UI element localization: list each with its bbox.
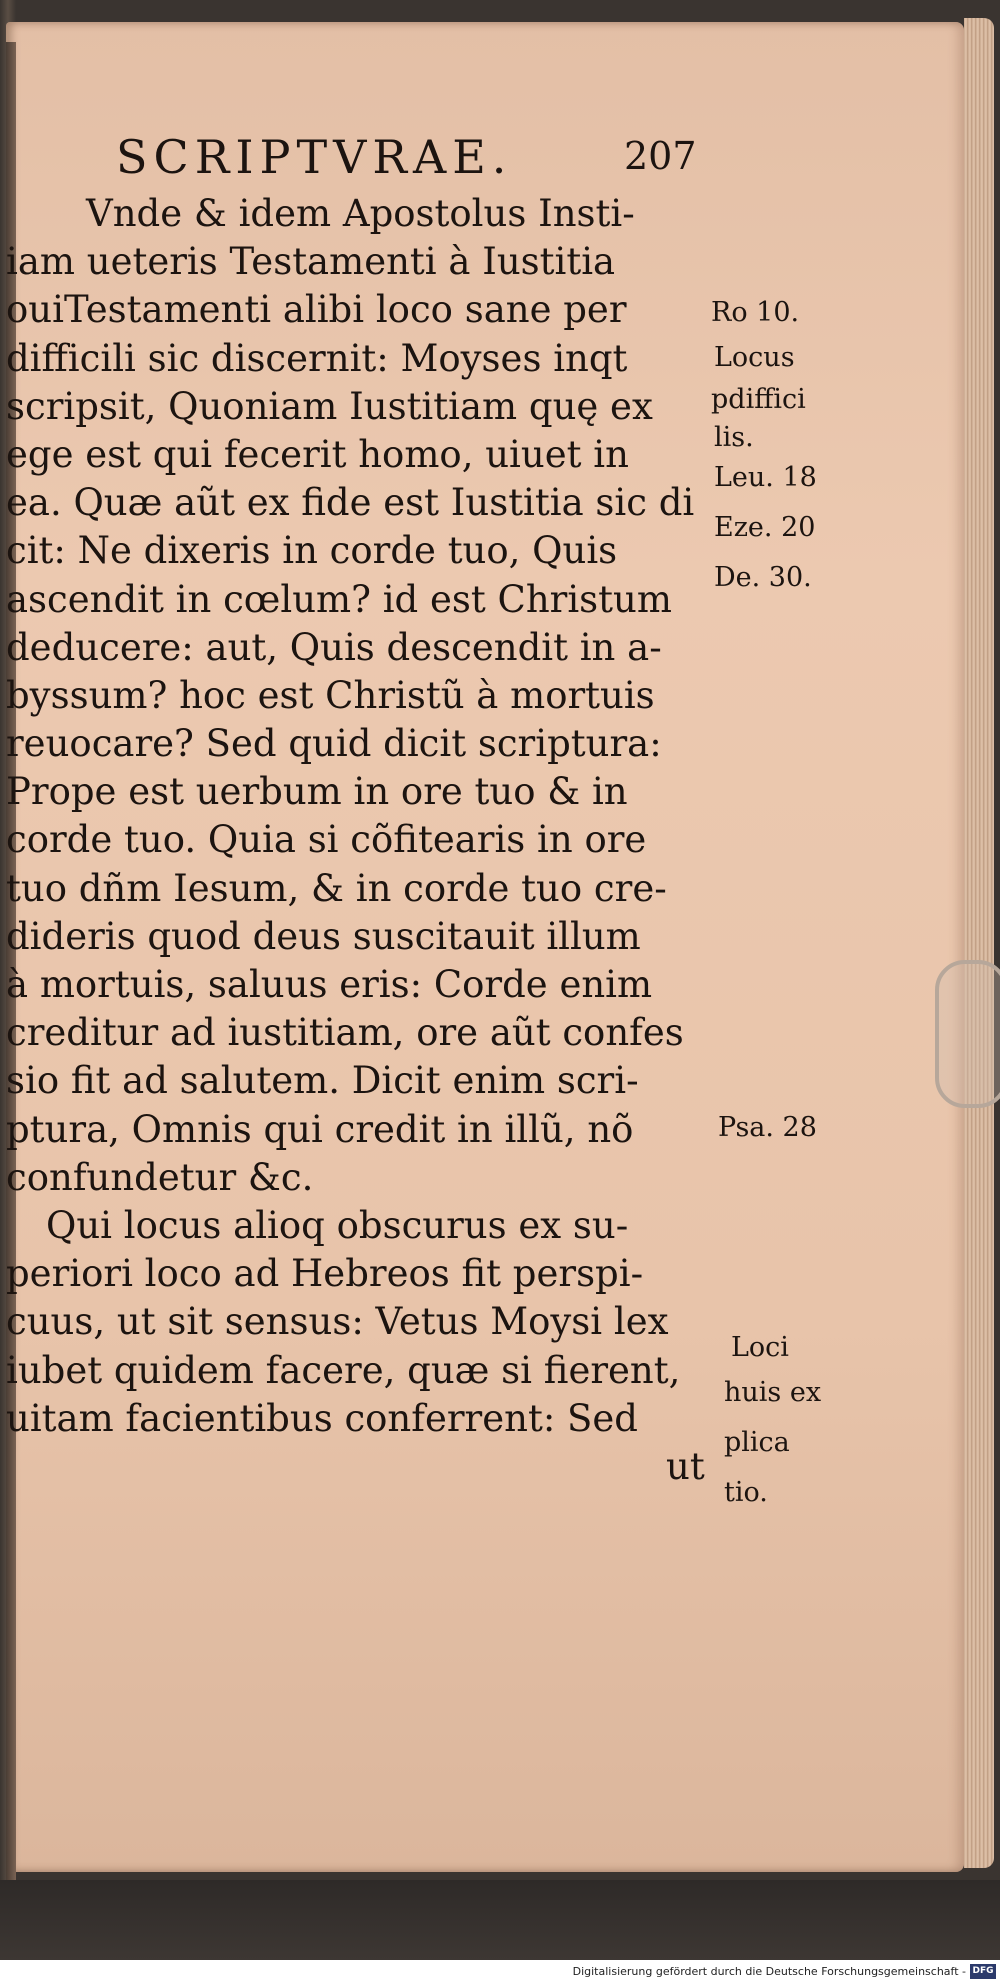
text-line: dideris quod deus suscitauit illum xyxy=(6,914,641,958)
text-line: Vnde & idem Apostolus Insti- xyxy=(86,192,635,235)
margin-note-plica: plica xyxy=(724,1427,790,1458)
text-line: sio fit ad salutem. Dicit enim scri- xyxy=(6,1059,639,1103)
catchword: ut xyxy=(666,1444,705,1488)
scan-bottom-border xyxy=(0,1880,1000,1960)
digitization-footer xyxy=(0,1960,1000,1985)
dfg-logo-icon: DFG xyxy=(970,1964,996,1979)
margin-note-de: De. 30. xyxy=(714,562,812,593)
text-line: ptura, Omnis qui credit in illũ, nõ xyxy=(6,1107,634,1151)
text-line: uitam facientibus conferrent: Sed xyxy=(6,1396,638,1440)
text-line: à mortuis, saluus eris: Corde enim xyxy=(6,963,653,1006)
text-line: ea. Quæ aũt ex fide est Iustitia sic di xyxy=(6,481,695,525)
text-line: reuocare? Sed quid dicit scriptura: xyxy=(6,722,662,766)
margin-note-psa: Psa. 28 xyxy=(718,1112,817,1143)
margin-note-pdiffici: pdiffici xyxy=(711,384,806,415)
text-line: creditur ad iustitiam, ore aũt confes xyxy=(6,1011,684,1055)
text-line: deducere: aut, Quis descendit in a- xyxy=(6,625,662,669)
text-line: confundetur &c. xyxy=(6,1155,314,1199)
text-line: tuo dñm Iesum, & in corde tuo cre- xyxy=(6,866,667,910)
text-line: periori loco ad Hebreos fit perspi- xyxy=(6,1252,644,1296)
book-page xyxy=(6,22,964,1872)
margin-note-loci: Loci xyxy=(731,1332,789,1363)
text-line: iubet quidem facere, quæ si fierent, xyxy=(6,1348,681,1392)
running-title: SCRIPTVRAE. xyxy=(116,130,513,184)
margin-note-ro: Ro 10. xyxy=(711,297,800,328)
text-line: corde tuo. Quia si cõfitearis in ore xyxy=(6,818,647,862)
main-text-block xyxy=(6,190,726,1491)
text-line: byssum? hoc est Christũ à mortuis xyxy=(6,673,655,717)
text-line: Prope est uerbum in ore tuo & in xyxy=(6,770,628,814)
text-line: ege est qui fecerit homo, uiuet in xyxy=(6,432,629,476)
margin-note-huis: huis ex xyxy=(724,1377,822,1408)
text-line: ouiTestamenti alibi loco sane per xyxy=(6,288,627,332)
footer-credit: Digitalisierung gefördert durch die Deutsche Forschungsgemeinschaft - xyxy=(572,1965,966,1978)
text-line: scripsit, Quoniam Iustitiam quę ex xyxy=(6,384,653,428)
margin-note-tio: tio. xyxy=(724,1477,768,1508)
page-header xyxy=(6,130,964,190)
text-line: difficili sic discernit: Moyses inqt xyxy=(6,336,628,380)
text-line: iam ueteris Testamenti à Iustitia xyxy=(6,240,616,284)
margin-note-locus: Locus xyxy=(714,342,795,373)
text-line: ascendit in cœlum? id est Christum xyxy=(6,577,672,621)
text-line: Qui locus alioq obscurus ex su- xyxy=(46,1203,629,1247)
page-number: 207 xyxy=(624,134,697,178)
text-line: cuus, ut sit sensus: Vetus Moysi lex xyxy=(6,1300,669,1344)
margin-note-lis: lis. xyxy=(714,422,754,453)
margin-note-eze: Eze. 20 xyxy=(714,512,816,543)
book-clasp xyxy=(935,960,1000,1108)
text-line: cit: Ne dixeris in corde tuo, Quis xyxy=(6,529,618,573)
margin-note-leu: Leu. 18 xyxy=(714,462,817,493)
page-edge xyxy=(964,18,994,1868)
